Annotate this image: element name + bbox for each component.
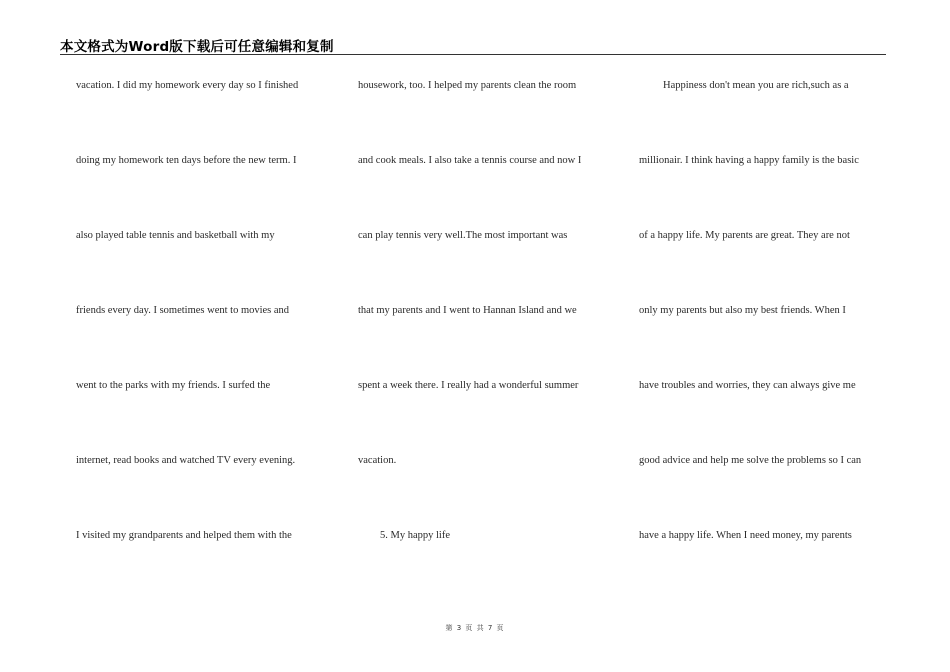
text-line: spent a week there. I really had a wonderful summer bbox=[358, 380, 579, 391]
text-line: I visited my grandparents and helped them with the bbox=[76, 530, 292, 541]
page-number: 第 3 页 共 7 页 bbox=[445, 624, 505, 632]
text-line: vacation. bbox=[358, 455, 397, 466]
text-line: of a happy life. My parents are great. They are not bbox=[639, 230, 850, 241]
paragraph-first-line: Happiness don't mean you are rich,such as a bbox=[663, 80, 849, 91]
text-line: also played table tennis and basketball with my bbox=[76, 230, 275, 241]
text-line: have troubles and worries, they can always give me bbox=[639, 380, 856, 391]
text-line: only my parents but also my best friends. When I bbox=[639, 305, 846, 316]
text-line: doing my homework ten days before the new term. I bbox=[76, 155, 297, 166]
page-header bbox=[60, 34, 886, 55]
header-title: 本文格式为Word版下载后可任意编辑和复制 bbox=[60, 39, 334, 55]
text-line: that my parents and I went to Hannan Island and we bbox=[358, 305, 577, 316]
text-line: friends every day. I sometimes went to movies and bbox=[76, 305, 290, 316]
text-line: vacation. I did my homework every day so I finished bbox=[76, 80, 299, 91]
text-line: have a happy life. When I need money, my parents bbox=[639, 530, 852, 541]
text-line: and cook meals. I also take a tennis course and now I bbox=[358, 155, 582, 166]
section-heading: 5. My happy life bbox=[380, 530, 450, 541]
text-line: internet, read books and watched TV every evening. bbox=[76, 455, 296, 466]
text-line: housework, too. I helped my parents clean the room bbox=[358, 80, 577, 91]
text-line: can play tennis very well.The most important was bbox=[358, 230, 568, 241]
text-line: good advice and help me solve the problems so I can bbox=[639, 455, 862, 466]
text-line: went to the parks with my friends. I surfed the bbox=[76, 380, 271, 391]
text-line: millionair. I think having a happy family is the basic bbox=[639, 155, 859, 166]
